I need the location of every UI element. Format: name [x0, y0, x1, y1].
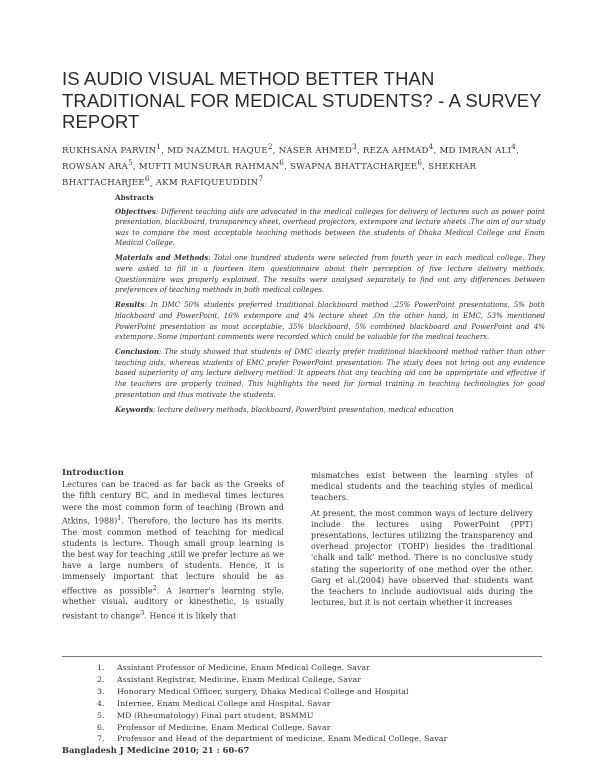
footnote-item: 1. Assistant Professor of Medicine, Enam Medical College, Savar [97, 663, 371, 672]
introduction-paragraph: Lectures can be traced as far back as the Greeks of the fifth century BC, and in medieval times lectures were the most common form of teaching (Brown and Atkins, 1988)$^1$. Therefore, the lecture has its merits. The most common method of teaching for medical students is lecture. Though small group learning is the best way for teaching ,still we prefer lecture as we have a large numbers of students. Hence, it is immensely important that lecture should be as effective as possible$^2$. A learner's learning style, whether visual, auditory or kinesthetic, is usually resistant to change$^3$. Hence it is likely that [62, 480, 284, 621]
journal-citation: Bangladesh J Medicine 2010; 21 : 60-67 [62, 745, 250, 755]
author: ROWSAN ARA$^5$ [62, 158, 133, 173]
abstract-conclusion: Conclusion: The study showed that students of DMC clearly prefer traditional blackboard method rather than other teaching aids, whereas students of EMC prefer PowerPoint presentation. The study does not bring out any evidence based superiority of any lecture delivery method. It appears that any teaching aid can be appropriate and effective if the teachers are properly trained. This highlights the need for formal training in teaching technologies for good presentation and thus motivate the students. [115, 347, 545, 399]
footnote-item: 2. Assistant Registrar, Medicine, Enam Medical College, Savar [97, 674, 362, 684]
body-column-left [62, 467, 284, 626]
abstract-box [115, 193, 545, 420]
abstract-heading: Abstracts [115, 193, 154, 202]
body-column-right [311, 470, 533, 612]
body-paragraph: mismatches exist between the learning styles of medical students and the teaching styles of medical teachers. [311, 471, 533, 503]
footnote-item: 6. Professor of Medicine, Enam Medical College, Savar [97, 722, 331, 732]
author: RUKHSANA PARVIN$^1$ [62, 142, 162, 156]
abstract-methods: Materials and Methods: Total one hundred students were selected from fourth year in each medical college. They were asked to fill in a fourteen item questionnaire about their perception of five lecture delivery methods. Questionnaire was properly explained. The results were analysed separately to find out any differences between preferences of teaching methods in both medical colleges. [115, 253, 545, 295]
author: MD NAZMUL HAQUE$^2$ [167, 142, 273, 156]
body-paragraph: At present, the most common ways of lecture delivery include the lectures using PowerPoint (PPT) presentations, lectures utilizing the transparency and overhead projector (TOHP) besides the traditional 'chalk and talk' method. There is no conclusive study stating the superiority of one method over the other. Garg et al.(2004) have observed that students want the teachers to include audiovisual aids during the lectures, but it is not certain whether it increases [311, 508, 533, 608]
footnote-item: 4. Internee, Enam Medical College and Hospital, Savar [97, 698, 331, 708]
abstract-keywords: Keywords: lecture delivery methods, blackboard, PowerPoint presentation, medical education [115, 404, 454, 414]
author-list: RUKHSANA PARVIN$^1$, MD NAZMUL HAQUE$^2$, NASER AHMED$^3$, REZA AHMAD$^4$, MD IMRAN ALI$^4$, ROWSAN ARA$^5$, MUFTI MUNSURAR RAHMAN$^6$, SWAPNA BHATTACHARJEE$^6$, SHEKHAR BHATTACHARJEE$^6$, AKM RAFIQUEUDDIN$^7$ [62, 142, 520, 189]
introduction-heading: Introduction [62, 467, 125, 477]
author: SHEKHAR BHATTACHARJEE$^6$ [62, 162, 477, 189]
footnote-item: 7. Professor and Head of the department of medicine, Enam Medical College, Savar [97, 734, 448, 744]
author: SWAPNA BHATTACHARJEE$^6$ [290, 158, 423, 173]
author: AKM RAFIQUEUDDIN$^7$ [155, 174, 264, 189]
abstract-objectives: Objectives: Different teaching aids are advocated in the medical colleges for delivery of lectures such as power point presentation, blackboard, transparency sheet, overhead projectors, extempore and lecture sheets .The aim of our study was to compare the most acceptable teaching methods between the students of Dhaka Medical College and Enam Medical College. [115, 206, 545, 248]
footnote-divider [62, 656, 542, 657]
article-title: IS AUDIO VISUAL METHOD BETTER THAN TRADITIONAL FOR MEDICAL STUDENTS? - A SURVEY REPORT [62, 68, 542, 132]
footnote-item: 3. Honorary Medical Officer, surgery, Dhaka Medical College and Hospital [97, 686, 409, 696]
author: MD IMRAN ALI$^4$ [439, 142, 517, 156]
author: REZA AHMAD$^4$ [362, 142, 434, 156]
author: MUFTI MUNSURAR RAHMAN$^6$ [138, 158, 285, 173]
footnote-item: 5. MD (Rheumatology) Final part student, BSMMU [97, 710, 314, 720]
author: NASER AHMED$^3$ [278, 142, 357, 156]
abstract-results: Results: In DMC 50% students preferred traditional blackboard method ,25% PowerPoint presentations, 5% both blackboard and PowerPoint, 16% extempore and 4% lecture sheet .On the other hand, in EMC, 53% mentioned PowerPoint presentation as most acceptable, 35% blackboard, 5% combined blackboard and PowerPoint and 4% extempore. Some important comments were recorded which could be valuable for the medical teachers. [115, 300, 545, 342]
affiliation-footnotes [97, 662, 577, 745]
